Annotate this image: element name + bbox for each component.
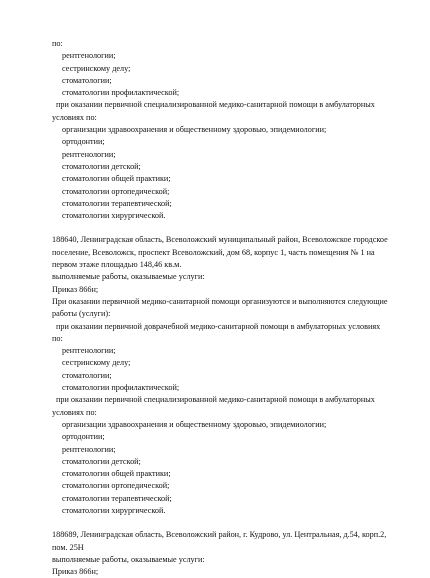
text-line: работы (услуги): [52,309,111,319]
text-line: организации здравоохранения и общественному здоровью, эпидемиологии; [62,419,327,429]
text-line: стоматологии; [62,75,112,85]
text-line: При оказании первичной медико-санитарной помощи организуются и выполняются следующие [52,296,388,306]
text-line: условиях по: [52,112,97,122]
text-line: стоматологии профилактической; [62,383,180,393]
text-line: Приказ 866н; [52,567,99,577]
text-line: при оказании первичной специализированной медико-санитарной помощи в амбулаторных [56,395,375,405]
text-block [0,38,430,222]
text-line: 188689, Ленинградская область, Всеволожский район, г. Кудрово, ул. Центральная, д.54, корп.2, [52,530,387,540]
text-line: организации здравоохранения и общественному здоровью, эпидемиологии; [62,125,327,135]
text-line: стоматологии ортопедической; [62,186,170,196]
text-line: при оказании первичной доврачебной медико-санитарной помощи в амбулаторных условиях [56,321,381,331]
text-line: 188640, Ленинградская область, Всеволожский муниципальный район, Всеволожское городское [52,235,388,245]
text-line: по: [52,333,63,343]
paragraph-gap [0,222,430,234]
text-line: стоматологии общей практики; [62,174,171,184]
text-block [0,529,430,578]
text-line: выполняемые работы, оказываемые услуги: [52,554,205,564]
text-line: стоматологии хирургической. [62,505,166,515]
text-line: по: [52,39,63,48]
text-line: ортодонтии; [62,137,105,147]
text-line: стоматологии; [62,370,112,380]
text-line: стоматологии детской; [62,161,141,171]
text-line: первом этаже площадью 148,46 кв.м. [52,260,182,270]
text-line: рентгенологии; [62,346,116,356]
document-page [0,38,430,578]
text-line: пом. 25Н [52,542,84,552]
text-line: сестринскому делу; [62,63,131,73]
text-line: при оказании первичной специализированной медико-санитарной помощи в амбулаторных [56,100,375,110]
paragraph-gap [0,517,430,529]
text-line: сестринскому делу; [62,358,131,368]
text-line: рентгенологии; [62,444,116,454]
text-line: условиях по: [52,407,97,417]
text-line: рентгенологии; [62,51,116,61]
text-block [0,234,430,517]
text-line: стоматологии терапевтической; [62,493,172,503]
text-line: стоматологии хирургической. [62,211,166,221]
text-line: стоматологии ортопедической; [62,481,170,491]
text-line: Приказ 866н; [52,284,99,294]
text-line: стоматологии общей практики; [62,469,171,479]
text-line: рентгенологии; [62,149,116,159]
text-line: ортодонтии; [62,432,105,442]
text-line: стоматологии терапевтической; [62,198,172,208]
text-line: стоматологии детской; [62,456,141,466]
text-line: поселение, Всеволожск, проспект Всеволожский, дом 68, корпус 1, часть помещения № 1 на [52,247,375,257]
text-line: стоматологии профилактической; [62,88,180,98]
text-line: выполняемые работы, оказываемые услуги: [52,272,205,282]
